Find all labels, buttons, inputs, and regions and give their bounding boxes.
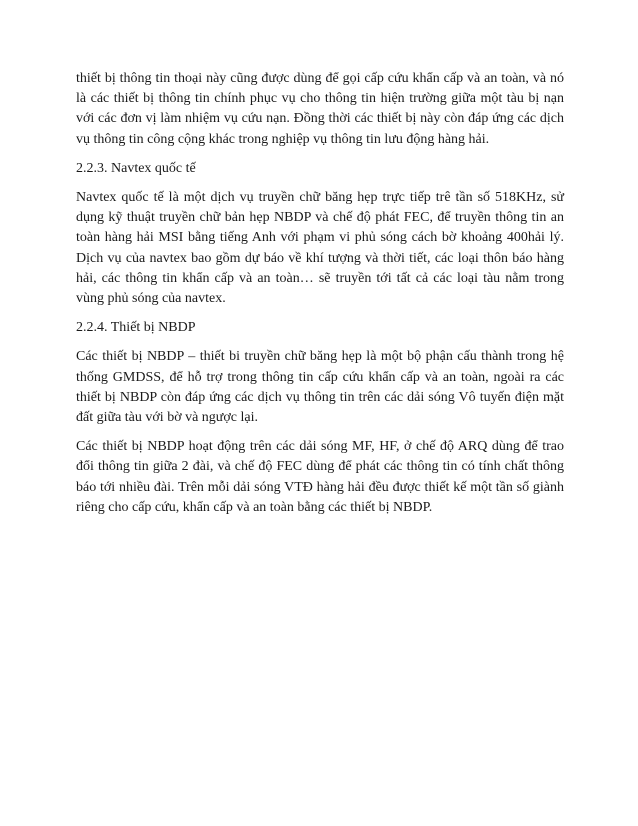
paragraph-gmdss-voice-intro: thiết bị thông tin thoại này cũng được dùng để gọi cấp cứu khẩn cấp và an toàn, và nó là các thiết bị thông tin chính phục vụ cho thông tin hiện trường giữa một tàu bị nạn với các đơn vị làm nhiệm vụ cứu nạn. Đồng thời các thiết bị này còn đáp ứng các dịch vụ thông tin công cộng khác trong nghiệp vụ thông tin lưu động hàng hải. [76, 71, 564, 147]
paragraph-nbdp-intro: Các thiết bị NBDP – thiết bi truyền chữ băng hẹp là một bộ phận cấu thành trong hệ thống GMDSS, để hỗ trợ trong thông tin cấp cứu khẩn cấp và an toàn, ngoài ra các thiết bị NBDP còn đáp ứng các dịch vụ thông tin trên các dải sóng Vô tuyến điện mặt đất giữa tàu với bờ và ngược lại. [76, 349, 564, 426]
paragraph-nbdp-operation: Các thiết bị NBDP hoạt động trên các dải sóng MF, HF, ở chế độ ARQ dùng để trao đổi thông tin giữa 2 đài, và chế độ FEC dùng để phát các thông tin có tính chất thông báo tới nhiều đài. Trên mỗi dải sóng VTĐ hàng hải đều được thiết kế một tần số giành riêng cho cấp cứu, khẩn cấp và an toàn bằng các thiết bị NBDP. [76, 439, 564, 515]
paragraph-navtex: Navtex quốc tế là một dịch vụ truyền chữ băng hẹp trực tiếp trê tần số 518KHz, sử dụng kỹ thuật truyền chữ bản hẹp NBDP và chế độ phát FEC, để truyền thông tin an toàn hàng hải MSI bằng tiếng Anh với phạm vi phủ sóng cách bờ khoảng 400hải lý. Dịch vụ của navtex bao gồm dự báo về khí tượng và thời tiết, các loại thôn báo hàng hải, các thông tin khẩn cấp và an toàn… sẽ truyền tới tất cả các loại tàu nằm trong vùng phủ sóng của navtex. [76, 190, 564, 307]
document-page [76, 69, 564, 527]
section-heading-navtex: 2.2.3. Navtex quốc tế [76, 160, 196, 176]
section-heading-nbdp: 2.2.4. Thiết bị NBDP [76, 320, 196, 336]
